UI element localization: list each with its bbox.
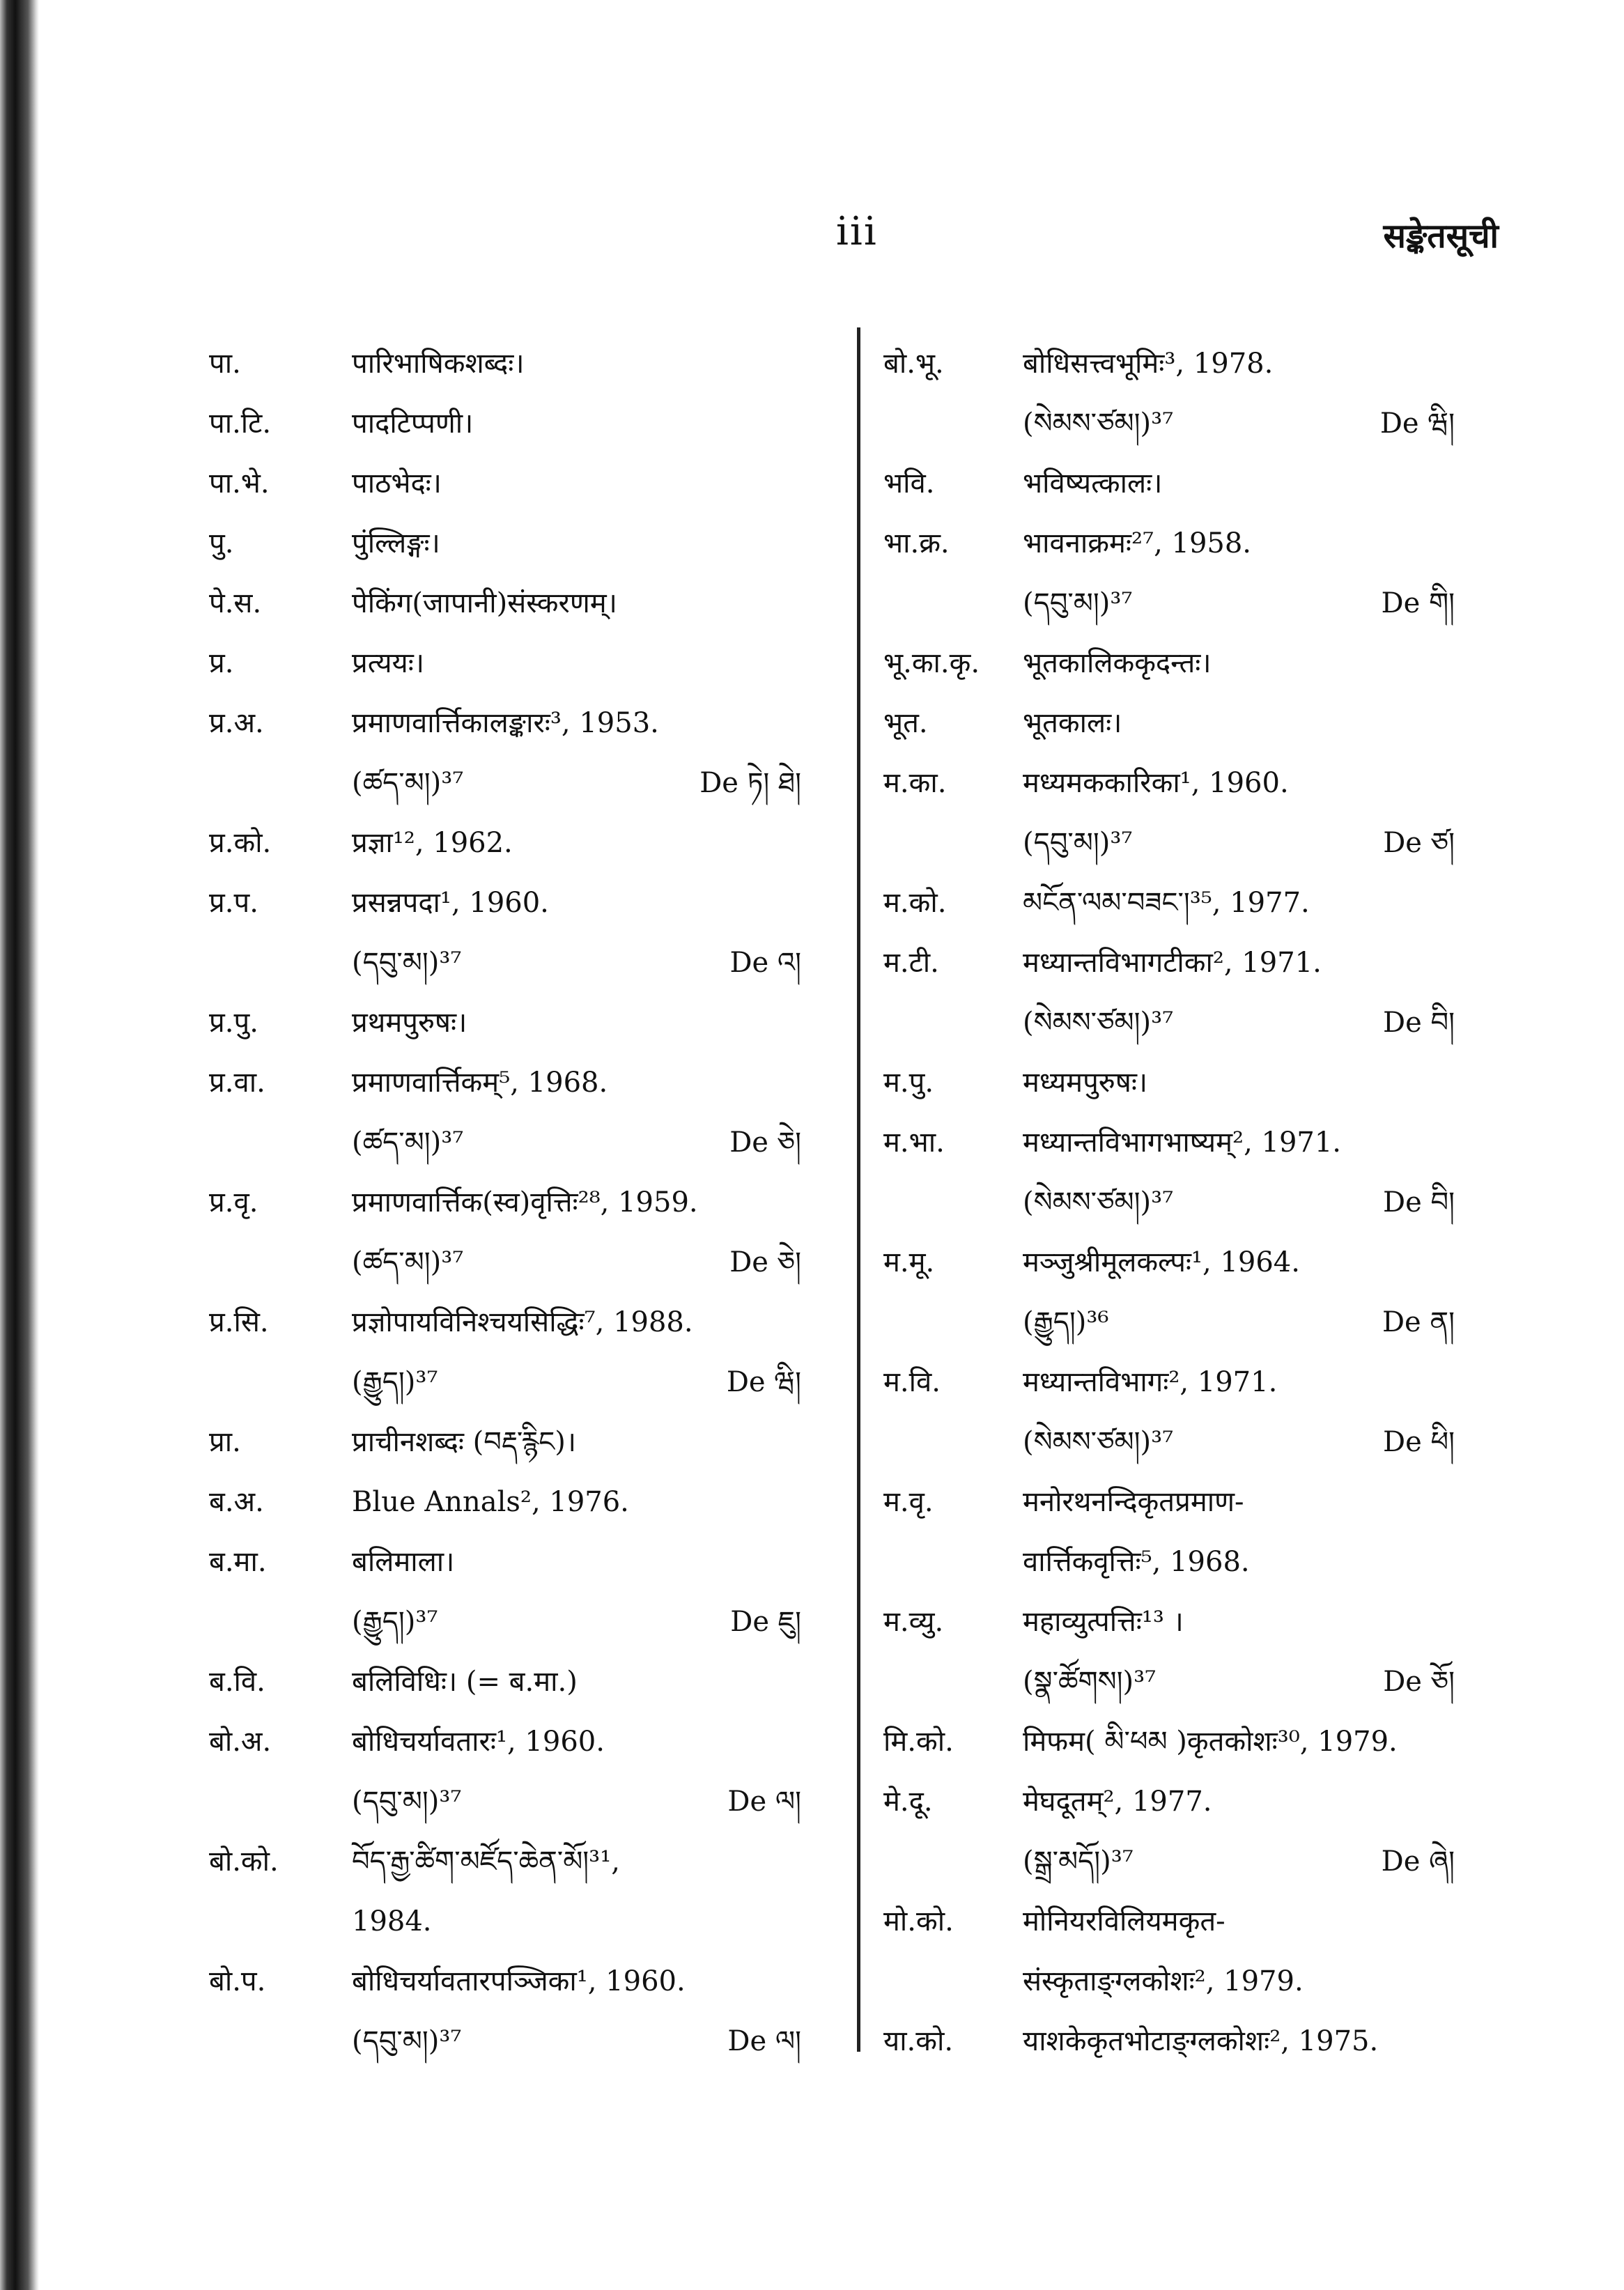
expansion-text: प्रसन्नपदा¹, 1960. — [352, 887, 549, 919]
expansion — [352, 882, 822, 924]
derge-reference: De ཞེ། — [1381, 1846, 1455, 1878]
abbreviation-entry — [883, 463, 1455, 523]
expansion — [1023, 702, 1455, 744]
abbreviation: प्र.पु. — [209, 1007, 258, 1039]
expansion — [352, 1841, 822, 1882]
expansion — [352, 1781, 822, 1823]
abbreviation-entry — [209, 523, 822, 582]
expansion-text: महाव्युत्पत्तिः¹³ । — [1023, 1606, 1184, 1638]
abbreviation-entry — [883, 582, 1455, 642]
expansion — [352, 1541, 822, 1583]
abbreviation-entry — [209, 1601, 822, 1661]
abbreviation: प्रा. — [209, 1426, 241, 1458]
expansion — [352, 523, 822, 564]
abbreviation-entry — [209, 582, 822, 642]
expansion — [352, 1661, 822, 1703]
tibetan-section: (རྒྱུད།)³⁷ — [352, 1366, 438, 1398]
abbreviation: म.को. — [883, 887, 947, 919]
expansion — [1023, 523, 1455, 564]
expansion — [1023, 463, 1455, 504]
expansion-text: मध्यमककारिका¹, 1960. — [1023, 767, 1289, 799]
abbreviation-entry — [209, 1841, 822, 1901]
expansion — [1023, 343, 1455, 385]
abbreviation: प्र.वा. — [209, 1067, 265, 1099]
abbreviation-entry — [883, 762, 1455, 822]
tibetan-section: (དབུ་མ།)³⁷ — [352, 947, 462, 979]
abbreviation-entry — [883, 1361, 1455, 1421]
expansion-text: प्रमाणवार्त्तिक(स्व)वृत्तिः²⁸, 1959. — [352, 1186, 698, 1219]
expansion-text: बलिविधिः। (= ब.मा.) — [352, 1666, 578, 1698]
derge-reference: De ཝི། — [726, 1366, 801, 1398]
expansion — [1023, 1661, 1455, 1703]
abbreviation-entry — [883, 403, 1455, 463]
expansion — [352, 762, 822, 804]
expansion — [1023, 1361, 1455, 1403]
expansion — [352, 463, 822, 504]
abbreviation-entry — [209, 1062, 822, 1122]
abbreviation-entry — [209, 1002, 822, 1062]
derge-reference: De ན། — [1382, 1306, 1455, 1338]
abbreviation-entry — [209, 762, 822, 822]
expansion — [352, 1601, 822, 1643]
expansion-text: बोधिचर्यावतारपञ्जिका¹, 1960. — [352, 1965, 686, 1997]
expansion-text: संस्कृताङ्ग्लकोशः², 1979. — [1023, 1965, 1304, 1997]
page-number: iii — [836, 209, 878, 254]
expansion — [352, 1901, 822, 1942]
expansion — [352, 2020, 822, 2062]
expansion — [1023, 1781, 1455, 1823]
tibetan-section: (སྣ་ཚོགས།)³⁷ — [1023, 1666, 1157, 1698]
expansion-text: मनोरथनन्दिकृतप्रमाण- — [1023, 1486, 1244, 1518]
abbreviation-entry — [883, 1182, 1455, 1241]
abbreviation-entry — [209, 642, 822, 702]
derge-reference: De འ། — [729, 947, 801, 979]
abbreviation: पे.स. — [209, 587, 262, 619]
expansion-text: བོད་རྒྱ་ཚིག་མཛོད་ཆེན་མོ།³¹, — [352, 1846, 620, 1878]
abbreviation-entry — [209, 1541, 822, 1601]
abbreviation-entry — [883, 1661, 1455, 1721]
expansion — [352, 1062, 822, 1104]
expansion — [1023, 1541, 1455, 1583]
expansion — [1023, 1481, 1455, 1523]
abbreviation-entry — [883, 1481, 1455, 1541]
abbreviation-entry — [883, 1241, 1455, 1301]
expansion — [1023, 1002, 1455, 1044]
abbreviation: प्र.प. — [209, 887, 258, 919]
expansion — [1023, 1960, 1455, 2002]
expansion — [352, 642, 822, 684]
expansion — [352, 1721, 822, 1763]
book-binding-shadow — [0, 0, 39, 2290]
abbreviation-entry — [209, 1421, 822, 1481]
abbreviation-entry — [883, 1781, 1455, 1841]
tibetan-section: (སེམས་ཙམ།)³⁷ — [1023, 1186, 1174, 1219]
expansion — [1023, 762, 1455, 804]
derge-reference: De ཕི། — [1383, 1426, 1455, 1458]
expansion-text: भूतकालः। — [1023, 707, 1122, 739]
abbreviation: ब.वि. — [209, 1666, 265, 1698]
abbreviation-entry — [883, 1721, 1455, 1781]
derge-reference: De ཅེ། — [729, 1127, 801, 1159]
abbreviation: प्र. — [209, 647, 234, 679]
abbreviation: प्र.को. — [209, 827, 272, 859]
tibetan-section: (སེམས་ཙམ།)³⁷ — [1023, 408, 1174, 440]
abbreviation-entry — [883, 822, 1455, 882]
abbreviation: ब.अ. — [209, 1486, 264, 1518]
expansion-text: भविष्यत्कालः। — [1023, 467, 1163, 500]
abbreviation-entry — [209, 1122, 822, 1182]
abbreviation-entry — [209, 1661, 822, 1721]
abbreviation-entry — [883, 1841, 1455, 1901]
expansion — [1023, 1841, 1455, 1882]
abbreviation-entry — [883, 1901, 1455, 1960]
expansion — [1023, 1182, 1455, 1223]
abbreviation-entry — [209, 2020, 822, 2080]
abbreviation-entry — [883, 942, 1455, 1002]
abbreviation-entry — [209, 1241, 822, 1301]
expansion — [1023, 882, 1455, 924]
expansion-text: मिफम( མི་ཕམ )कृतकोशः³⁰, 1979. — [1023, 1726, 1398, 1758]
abbreviation-entry — [883, 1062, 1455, 1122]
abbreviation-entry — [883, 1601, 1455, 1661]
expansion-text: बलिमाला। — [352, 1546, 455, 1578]
expansion-text: मध्यान्तविभागटीका², 1971. — [1023, 947, 1322, 979]
abbreviation-entry — [883, 523, 1455, 582]
abbreviation-entry — [883, 1960, 1455, 2020]
abbreviation: पु. — [209, 527, 234, 559]
abbreviation-entry — [883, 1541, 1455, 1601]
expansion-text: पादटिप्पणी। — [352, 408, 474, 440]
expansion — [352, 1241, 822, 1283]
expansion — [352, 1361, 822, 1403]
abbreviation: प्र.वृ. — [209, 1186, 258, 1219]
abbreviation: म.भा. — [883, 1127, 945, 1159]
expansion — [352, 1301, 822, 1343]
abbreviation-entry — [209, 882, 822, 942]
abbreviation: मो.को. — [883, 1905, 954, 1937]
expansion — [1023, 1122, 1455, 1163]
expansion — [1023, 942, 1455, 984]
expansion-text: मेघदूतम्², 1977. — [1023, 1786, 1212, 1818]
tibetan-section: (དབུ་མ།)³⁷ — [352, 1786, 462, 1818]
expansion — [1023, 1601, 1455, 1643]
left-column — [209, 343, 822, 2080]
derge-reference: De ཙ། — [1383, 827, 1455, 859]
expansion-text: मोनियरविलियमकृत- — [1023, 1905, 1225, 1937]
abbreviation: मे.दू. — [883, 1786, 933, 1818]
abbreviation: ब.मा. — [209, 1546, 267, 1578]
tibetan-section: (རྒྱུད།)³⁶ — [1023, 1306, 1109, 1338]
abbreviation: म.वृ. — [883, 1486, 934, 1518]
abbreviation-entry — [209, 942, 822, 1002]
tibetan-section: (དབུ་མ།)³⁷ — [1023, 587, 1133, 619]
tibetan-section: (སེམས་ཙམ།)³⁷ — [1023, 1426, 1174, 1458]
abbreviation-entry — [209, 822, 822, 882]
expansion — [352, 582, 822, 624]
expansion — [352, 822, 822, 864]
expansion-text: भूतकालिककृदन्तः। — [1023, 647, 1212, 679]
expansion-text: मध्यान्तविभागभाष्यम्², 1971. — [1023, 1127, 1342, 1159]
right-column — [883, 343, 1455, 2080]
expansion — [352, 702, 822, 744]
expansion — [1023, 1901, 1455, 1942]
abbreviation: म.पु. — [883, 1067, 934, 1099]
tibetan-section: (ཚད་མ།)³⁷ — [352, 1127, 464, 1159]
expansion — [352, 1122, 822, 1163]
expansion — [1023, 1241, 1455, 1283]
abbreviation-entry — [209, 1901, 822, 1960]
abbreviation-entry — [209, 463, 822, 523]
tibetan-section: (རྒྱུད།)³⁷ — [352, 1606, 438, 1638]
abbreviation: म.वि. — [883, 1366, 941, 1398]
expansion-text: बोधिचर्यावतारः¹, 1960. — [352, 1726, 605, 1758]
derge-reference: De ཏེ། ཐེ། — [699, 767, 801, 799]
expansion-text: मध्यान्तविभागः², 1971. — [1023, 1366, 1278, 1398]
expansion-text: मध्यमपुरुषः। — [1023, 1067, 1148, 1099]
expansion-text: མངོན་ལམ་བཟང་།³⁵, 1977. — [1023, 887, 1310, 919]
expansion — [1023, 2020, 1455, 2062]
derge-reference: De ཇུ། — [730, 1606, 801, 1638]
abbreviation-entry — [209, 1301, 822, 1361]
abbreviation-entry — [883, 1122, 1455, 1182]
abbreviation-entry — [209, 702, 822, 762]
abbreviation-entry — [209, 403, 822, 463]
expansion — [1023, 582, 1455, 624]
expansion — [1023, 1062, 1455, 1104]
expansion — [352, 942, 822, 984]
expansion-text: मञ्जुश्रीमूलकल्पः¹, 1964. — [1023, 1246, 1300, 1278]
abbreviation: भू.का.कृ. — [883, 647, 980, 679]
derge-reference: De བི། — [1383, 1186, 1455, 1219]
expansion-text: पुंल्लिङ्गः। — [352, 527, 440, 559]
expansion-text: प्रत्ययः। — [352, 647, 424, 679]
expansion-text: प्रमाणवार्त्तिकम्⁵, 1968. — [352, 1067, 608, 1099]
expansion — [1023, 1721, 1455, 1763]
column-divider — [857, 327, 860, 2052]
abbreviation-entry — [209, 1182, 822, 1241]
abbreviation: मि.को. — [883, 1726, 954, 1758]
abbreviation-entry — [883, 882, 1455, 942]
abbreviation: म.मू. — [883, 1246, 935, 1278]
expansion-text: Blue Annals², 1976. — [352, 1486, 629, 1518]
tibetan-section: (དབུ་མ།)³⁷ — [1023, 827, 1133, 859]
expansion — [352, 1182, 822, 1223]
abbreviation: बो.को. — [209, 1846, 279, 1878]
abbreviation: या.को. — [883, 2025, 954, 2057]
tibetan-section: (དབུ་མ།)³⁷ — [352, 2025, 462, 2057]
expansion-text: प्रथमपुरुषः। — [352, 1007, 467, 1039]
abbreviation: भा.क्र. — [883, 527, 950, 559]
derge-reference: De ཝི། — [1379, 408, 1455, 440]
abbreviation-entry — [883, 702, 1455, 762]
expansion — [1023, 822, 1455, 864]
abbreviation-entry — [209, 1481, 822, 1541]
expansion-text: 1984. — [352, 1905, 432, 1937]
expansion-text: बोधिसत्त्वभूमिः³, 1978. — [1023, 348, 1274, 380]
abbreviation: पा.टि. — [209, 408, 272, 440]
expansion-text: प्रज्ञोपायविनिश्चयसिद्धिः⁷, 1988. — [352, 1306, 693, 1338]
expansion-text: वार्त्तिकवृत्तिः⁵, 1968. — [1023, 1546, 1250, 1578]
abbreviation-entry — [883, 1421, 1455, 1481]
abbreviation-entry — [209, 1781, 822, 1841]
abbreviation: बो.भू. — [883, 348, 944, 380]
abbreviation: प्र.अ. — [209, 707, 264, 739]
abbreviation-entry — [883, 2020, 1455, 2080]
expansion — [1023, 1421, 1455, 1463]
expansion — [352, 1421, 822, 1463]
expansion — [352, 1002, 822, 1044]
abbreviation: म.टी. — [883, 947, 939, 979]
derge-reference: De ལ། — [727, 1786, 801, 1818]
abbreviation: प्र.सि. — [209, 1306, 269, 1338]
abbreviation: म.व्यु. — [883, 1606, 944, 1638]
tibetan-section: (སྒྲ་མདོ།)³⁷ — [1023, 1846, 1134, 1878]
expansion-text: प्रमाणवार्त्तिकालङ्कारः³, 1953. — [352, 707, 659, 739]
abbreviation-entry — [883, 1002, 1455, 1062]
expansion-text: पारिभाषिकशब्दः। — [352, 348, 525, 380]
abbreviation-entry — [883, 1301, 1455, 1361]
abbreviation: पा.भे. — [209, 467, 270, 500]
abbreviation: पा. — [209, 348, 241, 380]
expansion — [352, 1481, 822, 1523]
expansion-text: पाठभेदः। — [352, 467, 442, 500]
derge-reference: De ཅོ། — [1383, 1666, 1455, 1698]
expansion-text: प्राचीनशब्दः (བརྡ་རྙིང)। — [352, 1426, 577, 1458]
derge-reference: De གི། — [1381, 587, 1455, 619]
abbreviation: बो.प. — [209, 1965, 266, 1997]
running-title: सङ्केतसूची — [1383, 217, 1499, 256]
expansion-text: पेकिंग(जापानी)संस्करणम्। — [352, 587, 617, 619]
derge-reference: De ལ། — [727, 2025, 801, 2057]
tibetan-section: (ཚད་མ།)³⁷ — [352, 1246, 464, 1278]
expansion — [1023, 403, 1455, 444]
abbreviation: म.का. — [883, 767, 947, 799]
expansion-text: याशकेकृतभोटाङ्ग्लकोशः², 1975. — [1023, 2025, 1379, 2057]
expansion — [352, 343, 822, 385]
expansion — [352, 403, 822, 444]
derge-reference: De ཅེ། — [729, 1246, 801, 1278]
abbreviation: बो.अ. — [209, 1726, 272, 1758]
expansion-text: प्रज्ञा¹², 1962. — [352, 827, 513, 859]
expansion — [352, 1960, 822, 2002]
tibetan-section: (སེམས་ཙམ།)³⁷ — [1023, 1007, 1174, 1039]
abbreviation-entry — [209, 343, 822, 403]
derge-reference: De བི། — [1383, 1007, 1455, 1039]
abbreviation-entry — [883, 642, 1455, 702]
abbreviation-entry — [209, 1361, 822, 1421]
tibetan-section: (ཚད་མ།)³⁷ — [352, 767, 464, 799]
expansion — [1023, 1301, 1455, 1343]
abbreviation-entry — [209, 1721, 822, 1781]
abbreviation: भूत. — [883, 707, 928, 739]
expansion — [1023, 642, 1455, 684]
abbreviation-entry — [883, 343, 1455, 403]
abbreviation-entry — [209, 1960, 822, 2020]
abbreviation: भवि. — [883, 467, 935, 500]
expansion-text: भावनाक्रमः²⁷, 1958. — [1023, 527, 1252, 559]
